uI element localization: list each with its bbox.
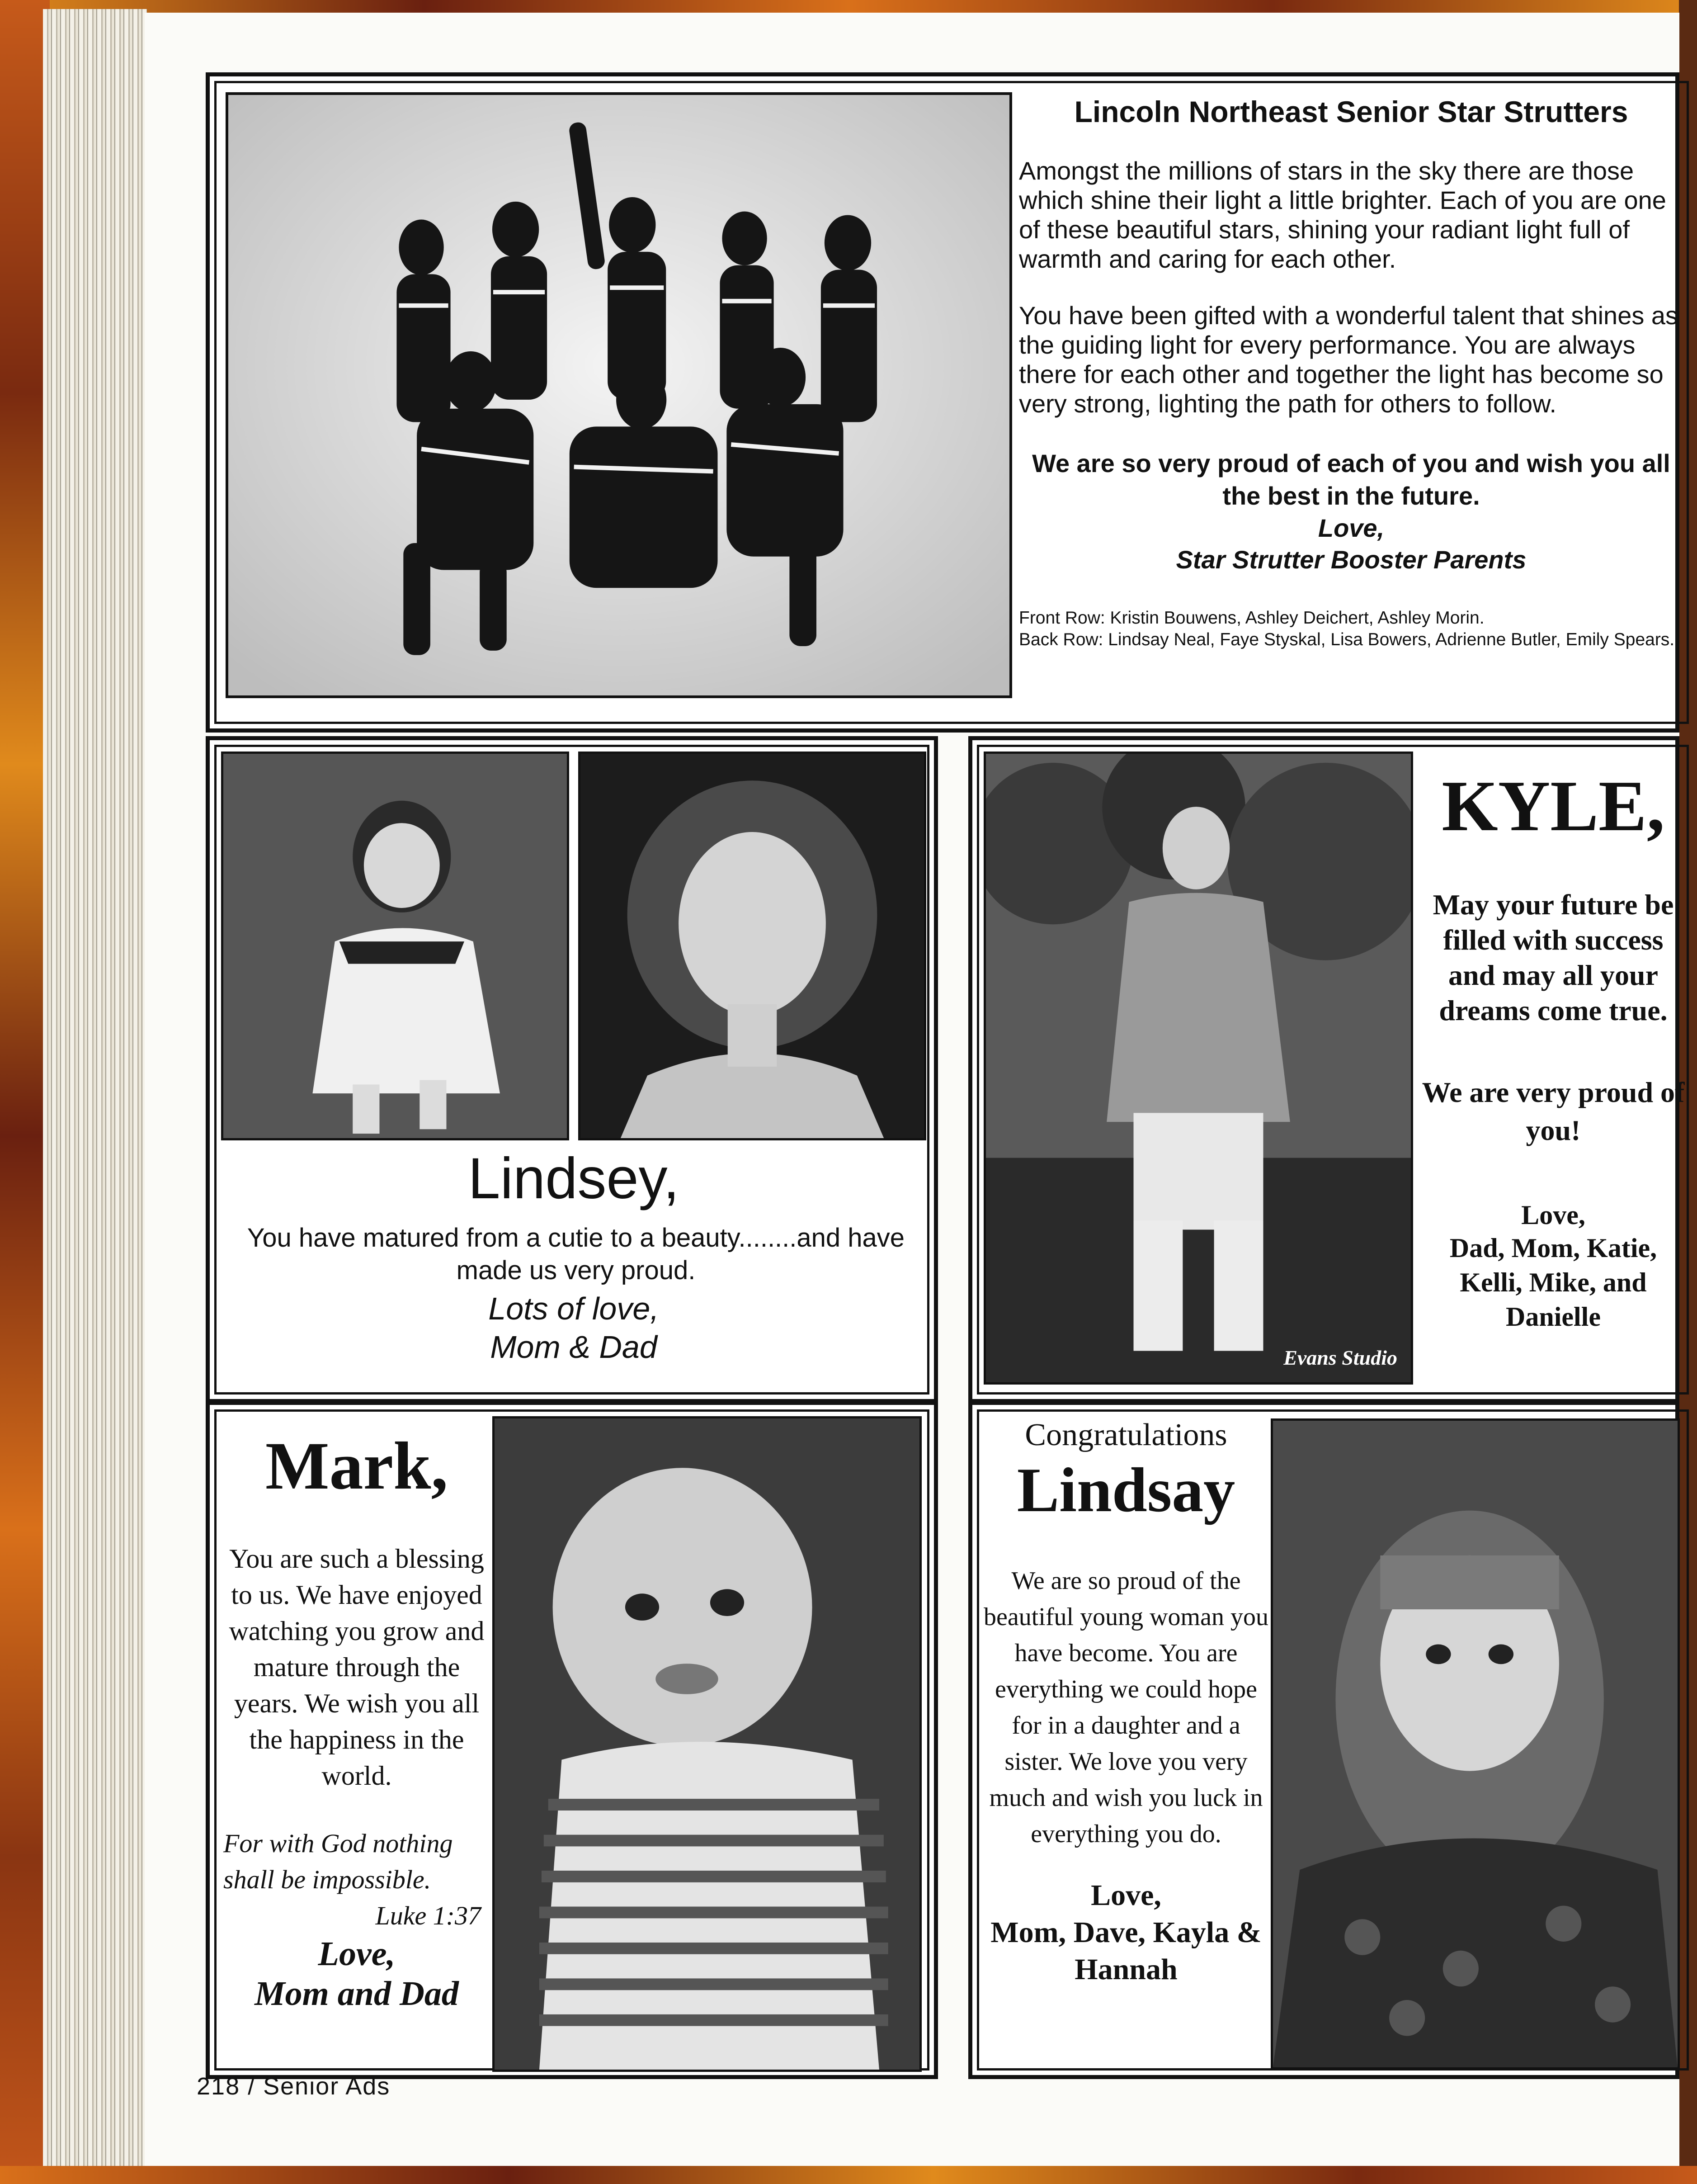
lindsay-ad: [968, 1401, 1679, 2079]
lindsey-name: Lindsey,: [468, 1146, 679, 1211]
star-strutters-signature: Star Strutter Booster Parents: [1176, 545, 1527, 574]
studio-stamp: Evans Studio: [1283, 1346, 1397, 1369]
star-strutters-paragraph-1: Amongst the millions of stars in the sky there are those which shine their light a little brighter. Each of you are one of these beautiful stars, shining your radiant light full of warmth and caring for each other.: [1019, 156, 1666, 273]
lindsey-senior-portrait: [578, 752, 926, 1140]
kyle-signature: Dad, Mom, Katie, Kelli, Mike, and Danielle: [1449, 1233, 1657, 1332]
star-strutters-closing: We are so very proud of each of you and wish you all the best in the future.: [1032, 449, 1670, 510]
mark-baby-photo: [492, 1416, 922, 2072]
star-strutters-ad: [206, 72, 1679, 733]
mark-name: Mark,: [265, 1428, 448, 1503]
kyle-senior-photo: [984, 752, 1413, 1385]
lindsey-child-photo: [221, 752, 569, 1140]
lindsay-child-photo: [1271, 1418, 1680, 2070]
kyle-name: KYLE,: [1442, 766, 1665, 846]
mark-ad: [206, 1401, 938, 2079]
dance-team-photo: [226, 92, 1012, 698]
lindsay-text-column: [981, 1414, 1271, 2074]
kyle-ad: [968, 736, 1685, 1403]
mark-love: Love,: [318, 1935, 396, 1973]
book-cover-top-edge: [0, 0, 1697, 13]
kyle-message: May your future be filled with success and may all your dreams come true.: [1433, 889, 1674, 1026]
mark-signature: Mom and Dad: [255, 1975, 459, 2013]
lindsay-love: Love,: [1091, 1879, 1161, 1912]
lindsey-ad: [206, 736, 938, 1403]
mark-verse: For with God nothing shall be impossible.: [223, 1829, 453, 1894]
star-strutters-paragraph-2: You have been gifted with a wonderful talent that shines as the guiding light for every performance. You are always there for each other and together the light has become so very strong, lighting the path for others to follow.: [1019, 301, 1678, 418]
star-strutters-text-column: [1019, 90, 1683, 714]
lindsay-name: Lindsay: [1017, 1455, 1235, 1525]
star-strutters-title: Lincoln Northeast Senior Star Strutters: [1074, 95, 1628, 128]
kyle-proud-line: We are very proud of you!: [1422, 1076, 1685, 1146]
page-stack-edge: [43, 9, 147, 2175]
book-cover-left-edge: [0, 0, 50, 2184]
lindsay-message: We are so proud of the beautiful young woman you have become. You are everything we could hope for in a daughter and a sister. We love you very much and wish you luck in everything you do.: [984, 1567, 1268, 1848]
kyle-love: Love,: [1521, 1200, 1585, 1230]
lindsay-signature: Mom, Dave, Kayla & Hannah: [990, 1916, 1262, 1986]
lindsey-love-line: Lots of love,: [488, 1291, 659, 1326]
yearbook-page: [145, 13, 1685, 2166]
star-strutters-love: Love,: [1318, 514, 1385, 542]
page-folio: 218 / Senior Ads: [197, 2073, 391, 2100]
lindsey-signature: Mom & Dad: [490, 1329, 657, 1365]
book-cover-bottom-edge: [0, 2166, 1697, 2184]
lindsay-congratulations: Congratulations: [1025, 1418, 1227, 1452]
mark-verse-reference: Luke 1:37: [375, 1901, 481, 1930]
photo-caption-back-row: Back Row: Lindsay Neal, Faye Styskal, Lisa Bowers, Adrienne Butler, Emily Spears.: [1019, 630, 1675, 649]
lindsey-message: You have matured from a cutie to a beauty........and have made us very proud.: [247, 1223, 905, 1285]
mark-text-column: [223, 1418, 490, 2070]
photo-caption-front-row: Front Row: Kristin Bouwens, Ashley Deichert, Ashley Morin.: [1019, 608, 1485, 628]
mark-message: You are such a blessing to us. We have enjoyed watching you grow and mature through the years. We wish you all the happiness in the world.: [229, 1544, 485, 1791]
kyle-text-column: [1418, 752, 1689, 1385]
